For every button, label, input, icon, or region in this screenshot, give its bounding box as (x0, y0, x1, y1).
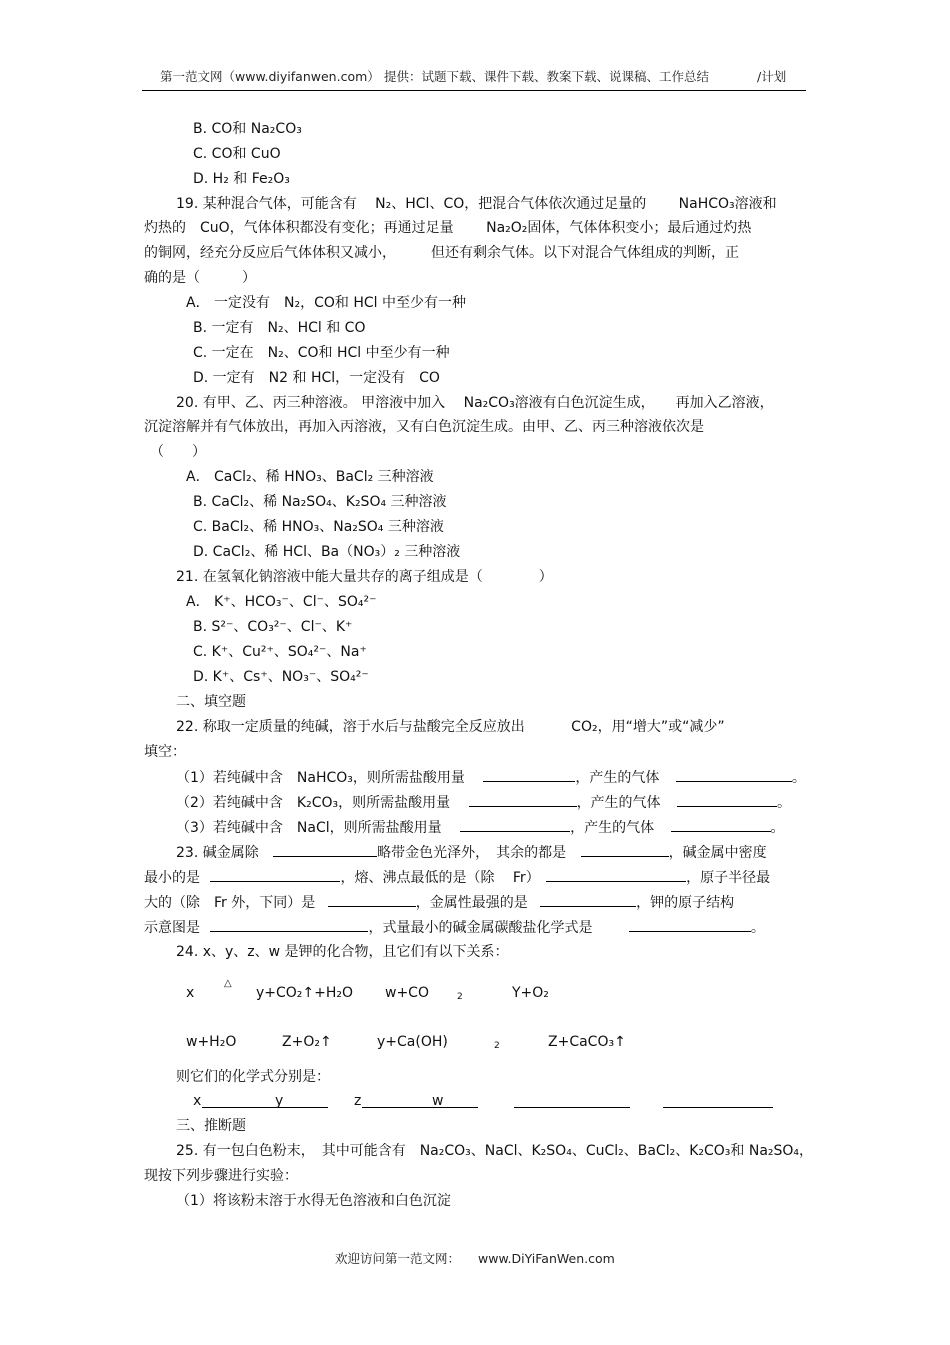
text-line: （ ） (150, 444, 206, 460)
q22-item-3 (176, 818, 785, 837)
q22-item-2 (176, 793, 791, 812)
q22-item-3-text-a: （3）若纯碱中含 NaCl，则所需盐酸用量 (176, 820, 442, 836)
q23-blank-structure[interactable] (210, 918, 368, 932)
q22-item-2-blank-gas[interactable] (677, 793, 777, 807)
text-line: B. S²⁻、CO₃²⁻、Cl⁻、K⁺ (193, 619, 353, 635)
header-description: 提供：试题下载、课件下载、教案下载、说课稿、工作总结 (384, 69, 710, 84)
text-line: 确的是（ ） (144, 270, 256, 286)
q22-item-3-text-b: ，产生的气体 (570, 820, 655, 836)
q24-answer-blank-3[interactable] (514, 1093, 630, 1108)
q24-answer-blank-4[interactable] (663, 1093, 773, 1108)
text-line: 则它们的化学式分别是： (176, 1069, 330, 1085)
text-line: C. CO和 CuO (193, 146, 281, 162)
text-line: C. BaCl₂、稀 HNO₃、Na₂SO₄ 三种溶液 (193, 519, 444, 535)
q23-text: 示意图是 (144, 920, 200, 936)
q24-eq3-reactants: w+H₂O (186, 1034, 237, 1050)
q24-eq4-subscript: 2 (494, 1041, 500, 1051)
text-line: C. K⁺、Cu²⁺、SO₄²⁻、Na⁺ (193, 644, 367, 660)
q23-blank-melting[interactable] (546, 868, 686, 882)
q24-eq1-products: y+CO₂↑+H₂O (256, 985, 354, 1001)
text-line: 灼热的 CuO，气体体积都没有变化；再通过足量 Na₂O₂固体，气体体积变小；最后通过灼热 (144, 220, 752, 236)
q24-eq3-products: Z+O₂↑ (282, 1034, 332, 1050)
text-line: D. 一定有 N2 和 HCl，一定没有 CO (193, 370, 440, 386)
q24-eq4-reactants: y+Ca(OH) (377, 1034, 448, 1050)
q23-blank-color[interactable] (581, 843, 669, 857)
q23-text: 最小的是 (144, 870, 200, 886)
q23-line-4 (144, 918, 765, 937)
q23-blank-density[interactable] (210, 868, 340, 882)
text-line: 19. 某种混合气体，可能含有 N₂、HCl、CO，把混合气体依次通过足量的 NaHCO₃溶液和 (176, 196, 777, 212)
q23-blank-carbonate[interactable] (629, 918, 751, 932)
q22-item-1-text-c: 。 (791, 770, 806, 786)
text-line: 20. 有甲、乙、丙三种溶液。 甲溶液中加入 Na₂CO₃溶液有白色沉淀生成， 再加入乙溶液， (176, 395, 774, 411)
text-line: 现按下列步骤进行实验： (144, 1168, 298, 1184)
q24-answer-z-label: z (354, 1093, 362, 1109)
q23-blank-gold[interactable] (273, 843, 377, 857)
q23-text: 大的（除 Fr 外，下同）是 (144, 895, 316, 911)
heat-triangle-icon: △ (224, 978, 232, 989)
q24-eq2-subscript: 2 (457, 992, 463, 1002)
q24-eq4-products: Z+CaCO₃↑ (548, 1034, 626, 1050)
q22-item-3-blank-hcl[interactable] (460, 818, 570, 832)
q23-text: ，碱金属中密度 (668, 845, 767, 861)
q24-answer-x-label: x (193, 1093, 202, 1109)
q24-eq1-reactant: x (186, 985, 195, 1001)
text-line: 的铜网，经充分反应后气体体积又减小， 但还有剩余气体。以下对混合气体组成的判断，正 (144, 245, 739, 261)
text-line: D. CaCl₂、稀 HCl、Ba（NO₃）₂ 三种溶液 (193, 544, 461, 560)
q22-item-1-text-a: （1）若纯碱中含 NaHCO₃，则所需盐酸用量 (176, 770, 465, 786)
q23-text: ，式量最小的碱金属碳酸盐化学式是 (368, 920, 593, 936)
q23-line-1 (176, 843, 767, 862)
q22-item-3-text-c: 。 (770, 820, 785, 836)
q23-line-2 (144, 868, 770, 887)
footer-link[interactable]: www.DiYiFanWen.com (478, 1251, 615, 1266)
text-line: D. H₂ 和 Fe₂O₃ (193, 171, 290, 187)
text-line: 25. 有一包白色粉末， 其中可能含有 Na₂CO₃、NaCl、K₂SO₄、CuCl₂、BaCl₂、K₂CO₃和 Na₂SO₄， (176, 1143, 814, 1159)
q23-text: ，熔、沸点最低的是（除 Fr） (340, 870, 540, 886)
text-line: 21. 在氢氧化钠溶液中能大量共存的离子组成是（ ） (176, 569, 553, 585)
q22-item-2-text-a: （2）若纯碱中含 K₂CO₃，则所需盐酸用量 (176, 795, 451, 811)
text-line: 22. 称取一定质量的纯碱，溶于水后与盐酸完全反应放出 CO₂，用“增大”或“减少” (176, 719, 725, 735)
text-line: B. 一定有 N₂、HCl 和 CO (193, 320, 366, 336)
q23-blank-metallic[interactable] (540, 893, 636, 907)
text-line: C. 一定在 N₂、CO和 HCl 中至少有一种 (193, 345, 450, 361)
q23-line-3 (144, 893, 734, 912)
text-line: A． 一定没有 N₂，CO和 HCl 中至少有一种 (186, 295, 466, 311)
q22-item-2-text-b: ，产生的气体 (576, 795, 661, 811)
q24-answer-w-label: w (432, 1093, 444, 1109)
text-line: 填空： (144, 744, 186, 760)
text-line: B. CaCl₂、稀 Na₂SO₄、K₂SO₄ 三种溶液 (193, 494, 447, 510)
header-site-name: 第一范文网（www.diyifanwen.com） (160, 69, 380, 84)
q24-intro: 24. x、y、z、w 是钾的化合物，且它们有以下关系： (176, 944, 509, 960)
q22-item-1 (176, 768, 806, 787)
q23-text: 23. 碱金属除 (176, 845, 259, 861)
q23-text: ，金属性最强的是 (415, 895, 528, 911)
text-line: 二、填空题 (176, 694, 246, 710)
q22-item-2-text-c: 。 (777, 795, 792, 811)
q24-eq2-reactants: w+CO (385, 985, 429, 1001)
text-line: 沉淀溶解并有气体放出，再加入丙溶液，又有白色沉淀生成。由甲、乙、丙三种溶液依次是 (144, 419, 704, 435)
text-line: B. CO和 Na₂CO₃ (193, 121, 302, 137)
q23-text: 。 (750, 920, 765, 936)
q23-text: ，钾的原子结构 (636, 895, 735, 911)
text-line: D. K⁺、Cs⁺、NO₃⁻、SO₄²⁻ (193, 669, 369, 685)
q23-text: ，原子半径最 (686, 870, 771, 886)
header-rule (142, 90, 806, 91)
q22-item-3-blank-gas[interactable] (671, 818, 771, 832)
q24-answer-xy-blank[interactable] (202, 1093, 328, 1108)
q24-answer-y-label: y (275, 1093, 284, 1109)
q24-answer-zw-blank[interactable] (362, 1093, 478, 1108)
header-plan: /计划 (757, 69, 787, 84)
text-line: 三、推断题 (176, 1118, 246, 1134)
q22-item-2-blank-hcl[interactable] (469, 793, 577, 807)
q23-text: 略带金色光泽外， 其余的都是 (377, 845, 567, 861)
footer-label: 欢迎访问第一范文网： (335, 1251, 461, 1266)
q23-blank-radius[interactable] (328, 893, 416, 907)
q22-item-1-blank-gas[interactable] (676, 768, 792, 782)
q22-item-1-blank-hcl[interactable] (483, 768, 575, 782)
text-line: （1）将该粉末溶于水得无色溶液和白色沉淀 (176, 1193, 451, 1209)
q24-eq2-products: Y+O₂ (512, 985, 549, 1001)
text-line: A． CaCl₂、稀 HNO₃、BaCl₂ 三种溶液 (186, 469, 434, 485)
q22-item-1-text-b: ，产生的气体 (575, 770, 660, 786)
text-line: A． K⁺、HCO₃⁻、Cl⁻、SO₄²⁻ (186, 594, 377, 610)
